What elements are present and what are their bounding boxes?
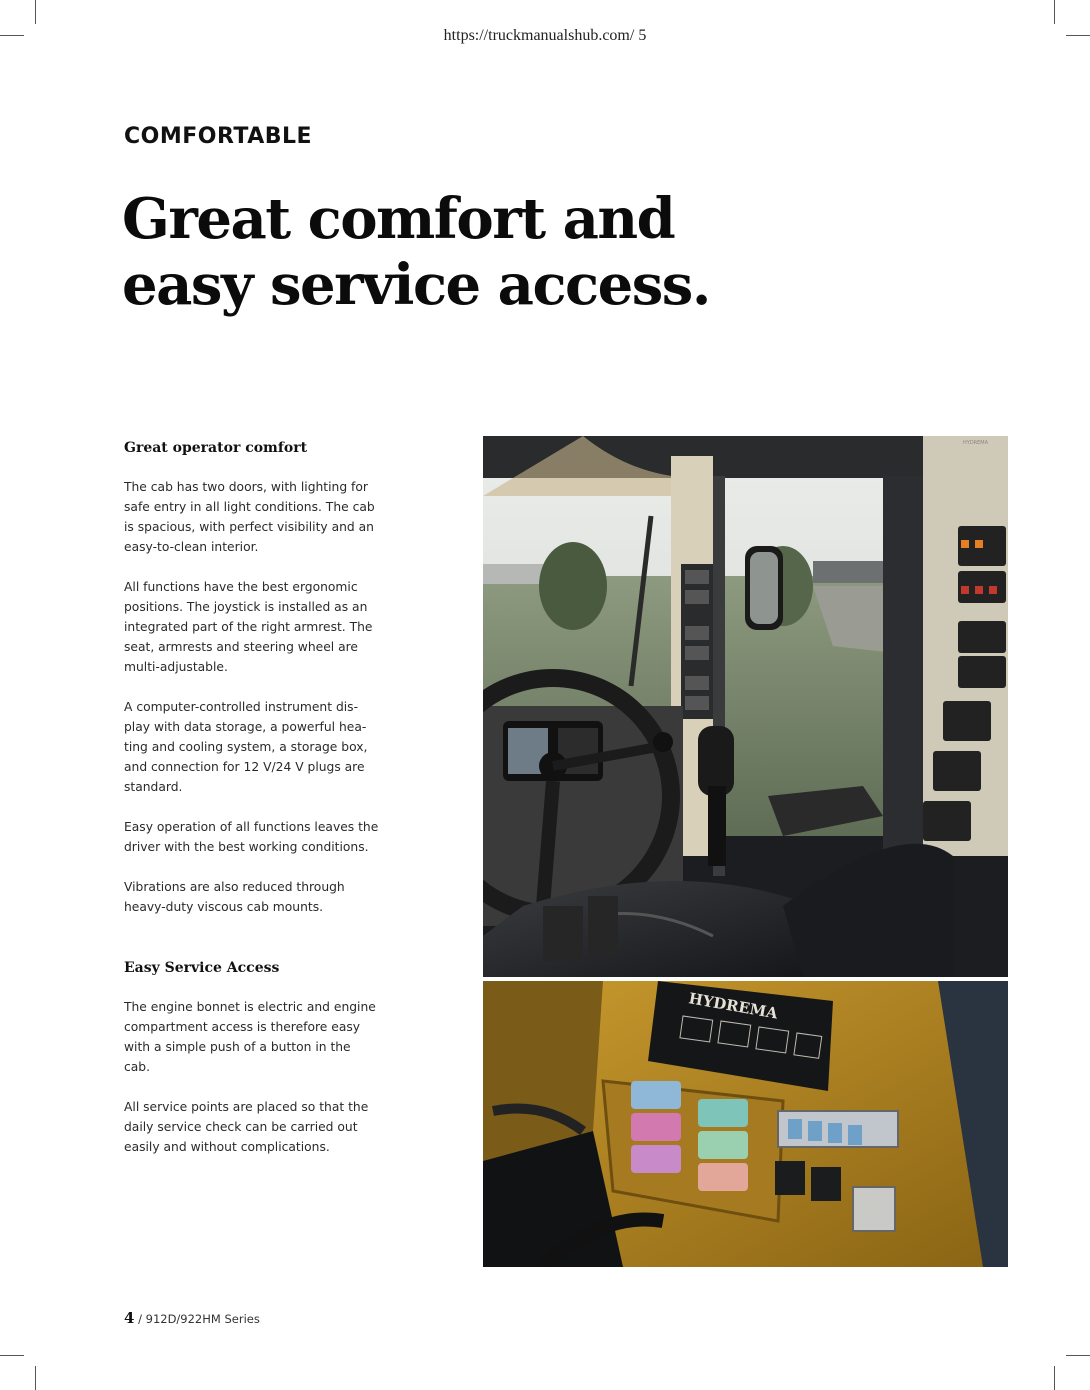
paragraph: Easy operation of all functions leaves the driver with the best working conditions.	[124, 820, 379, 854]
fuse-panel-photo	[483, 981, 1008, 1267]
headline-line-2: easy service access.	[122, 252, 710, 318]
series-label: / 912D/922HM Series	[134, 1312, 260, 1326]
crop-mark-tl-v	[35, 0, 36, 24]
crop-mark-br-h	[1066, 1355, 1090, 1356]
paragraph: A computer-controlled instrument dis- play with data storage, a powerful hea- ting and cooling system, a storage box, and connection for 12 V/24 V plugs are standard.	[124, 700, 368, 794]
source-url[interactable]: https://truckmanualshub.com/ 5	[443, 27, 647, 44]
cab-interior-photo	[483, 436, 1008, 977]
page-footer	[124, 1309, 260, 1327]
crop-mark-br-v	[1054, 1366, 1055, 1390]
pillar-brand-label: HYDREMA	[963, 440, 989, 446]
section-heading: Easy Service Access	[124, 960, 280, 976]
paragraph: The cab has two doors, with lighting for safe entry in all light conditions. The cab is spacious, with perfect visibility and an easy-to-clean interior.	[124, 480, 375, 554]
section-kicker: COMFORTABLE	[124, 124, 313, 149]
page-number: 4	[124, 1309, 135, 1327]
headline-line-1: Great comfort and	[122, 186, 675, 252]
paragraph: Vibrations are also reduced through heavy-duty viscous cab mounts.	[124, 880, 345, 914]
panel-brand-label: HYDREMA	[687, 989, 780, 1023]
section-heading: Great operator comfort	[124, 440, 308, 456]
paragraph: All service points are placed so that the daily service check can be carried out easily and without complications.	[124, 1100, 369, 1154]
crop-mark-bl-v	[35, 1366, 36, 1390]
crop-mark-tr-v	[1054, 0, 1055, 24]
paragraph: All functions have the best ergonomic positions. The joystick is installed as an integrated part of the right armrest. The seat, armrests and steering wheel are multi-adjustable.	[124, 580, 373, 674]
service-access-section	[124, 960, 379, 1157]
crop-mark-bl-h	[0, 1355, 24, 1356]
page-headline	[122, 186, 710, 318]
operator-comfort-section	[124, 440, 379, 917]
paragraph: The engine bonnet is electric and engine compartment access is therefore easy with a simple push of a button in the cab.	[124, 1000, 376, 1074]
